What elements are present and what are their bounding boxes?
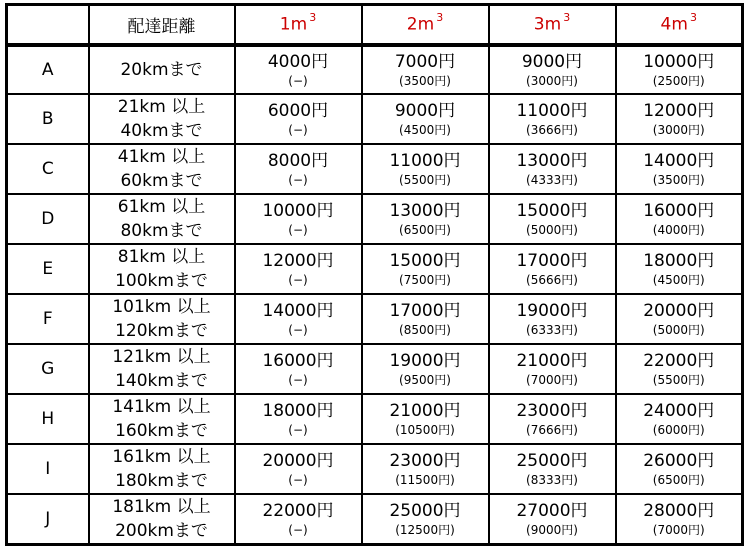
price-total: 23000円 xyxy=(389,450,461,471)
distance-line-2: 100kmまで xyxy=(115,270,208,291)
corner-cell xyxy=(7,5,89,45)
price-cell xyxy=(362,444,489,494)
price-total: 25000円 xyxy=(389,500,461,521)
price-total: 6000円 xyxy=(267,100,329,121)
price-per-unit: (6500円) xyxy=(652,472,705,487)
distance-line-1: 101km 以上 xyxy=(112,296,211,317)
table-row xyxy=(7,344,743,394)
price-per-unit: (5000円) xyxy=(652,322,705,337)
price-per-unit: (−) xyxy=(288,522,308,537)
distance-line-1: 61km 以上 xyxy=(117,196,206,217)
price-total: 18000円 xyxy=(643,250,715,271)
distance-line-1: 121km 以上 xyxy=(112,346,211,367)
price-cell xyxy=(616,394,743,444)
price-per-unit: (4000円) xyxy=(652,222,705,237)
price-cell xyxy=(235,144,362,194)
price-cell xyxy=(489,394,616,444)
price-per-unit: (8500円) xyxy=(399,322,451,337)
distance-cell xyxy=(89,45,235,94)
price-cell xyxy=(235,94,362,144)
price-cell xyxy=(362,45,489,94)
price-cell xyxy=(616,344,743,394)
rank-cell: E xyxy=(7,244,89,294)
price-per-unit: (7666円) xyxy=(526,422,578,437)
price-total: 24000円 xyxy=(643,400,715,421)
volume-header-3: 3m $^3$ xyxy=(489,5,616,45)
price-per-unit: (−) xyxy=(288,272,308,287)
price-per-unit: (3500円) xyxy=(652,172,705,187)
price-per-unit: (4500円) xyxy=(652,272,705,287)
price-cell xyxy=(235,394,362,444)
price-total: 19000円 xyxy=(516,300,588,321)
price-per-unit: (9000円) xyxy=(526,522,578,537)
price-cell xyxy=(489,294,616,344)
distance-line-2: 80kmまで xyxy=(120,220,203,241)
price-total: 10000円 xyxy=(643,51,715,72)
distance-line-2: 160kmまで xyxy=(115,420,208,441)
distance-line-2: 140kmまで xyxy=(115,370,208,391)
price-cell xyxy=(616,244,743,294)
price-per-unit: (3000円) xyxy=(526,73,578,88)
distance-line-1: 141km 以上 xyxy=(112,396,211,417)
price-per-unit: (7500円) xyxy=(399,272,451,287)
distance-cell xyxy=(89,194,235,244)
price-cell xyxy=(489,344,616,394)
price-per-unit: (2500円) xyxy=(652,73,705,88)
table-header-row xyxy=(7,5,743,45)
price-per-unit: (−) xyxy=(288,472,308,487)
distance-line-2: 40kmまで xyxy=(120,120,203,141)
price-per-unit: (−) xyxy=(288,322,308,337)
table-row xyxy=(7,294,743,344)
price-cell xyxy=(235,194,362,244)
distance-cell xyxy=(89,144,235,194)
rank-cell: F xyxy=(7,294,89,344)
distance-cell xyxy=(89,344,235,394)
rank-cell: G xyxy=(7,344,89,394)
volume-header-4: 4m $^3$ xyxy=(616,5,743,45)
price-total: 9000円 xyxy=(521,51,583,72)
price-cell xyxy=(362,494,489,545)
price-per-unit: (−) xyxy=(288,372,308,387)
price-cell xyxy=(489,144,616,194)
price-per-unit: (−) xyxy=(288,422,308,437)
distance-cell xyxy=(89,244,235,294)
price-cell xyxy=(616,45,743,94)
distance-line-2: 180kmまで xyxy=(115,470,208,491)
price-cell xyxy=(235,494,362,545)
price-total: 14000円 xyxy=(643,150,715,171)
price-per-unit: (−) xyxy=(288,222,308,237)
price-cell xyxy=(616,444,743,494)
price-total: 20000円 xyxy=(643,300,715,321)
price-per-unit: (3500円) xyxy=(399,73,451,88)
distance-line-2: 120kmまで xyxy=(115,320,208,341)
price-total: 15000円 xyxy=(389,250,461,271)
table-row xyxy=(7,194,743,244)
price-per-unit: (5000円) xyxy=(526,222,578,237)
price-cell xyxy=(235,244,362,294)
price-total: 21000円 xyxy=(516,350,588,371)
price-total: 13000円 xyxy=(389,200,461,221)
price-per-unit: (11500円) xyxy=(395,472,455,487)
price-total: 4000円 xyxy=(267,51,329,72)
table-row xyxy=(7,144,743,194)
price-cell xyxy=(616,94,743,144)
price-total: 8000円 xyxy=(267,150,329,171)
price-per-unit: (4333円) xyxy=(526,172,578,187)
price-per-unit: (3000円) xyxy=(652,122,705,137)
price-cell xyxy=(616,144,743,194)
price-total: 10000円 xyxy=(262,200,334,221)
price-cell xyxy=(235,344,362,394)
price-per-unit: (4500円) xyxy=(399,122,451,137)
price-per-unit: (5666円) xyxy=(526,272,578,287)
price-total: 22000円 xyxy=(643,350,715,371)
distance-cell xyxy=(89,444,235,494)
price-total: 20000円 xyxy=(262,450,334,471)
distance-line-1: 181km 以上 xyxy=(112,496,211,517)
price-cell xyxy=(489,94,616,144)
price-cell xyxy=(616,494,743,545)
distance-line-2: 60kmまで xyxy=(120,170,203,191)
table-row xyxy=(7,394,743,444)
price-per-unit: (3666円) xyxy=(526,122,578,137)
price-total: 22000円 xyxy=(262,500,334,521)
price-cell xyxy=(235,45,362,94)
price-cell xyxy=(235,444,362,494)
distance-cell xyxy=(89,494,235,545)
rank-cell: C xyxy=(7,144,89,194)
distance-cell xyxy=(89,94,235,144)
table-row xyxy=(7,444,743,494)
price-total: 17000円 xyxy=(389,300,461,321)
rank-cell: J xyxy=(7,494,89,545)
price-per-unit: (8333円) xyxy=(526,472,578,487)
price-total: 17000円 xyxy=(516,250,588,271)
price-cell xyxy=(362,294,489,344)
price-total: 15000円 xyxy=(516,200,588,221)
price-total: 12000円 xyxy=(643,100,715,121)
volume-header-2: 2m $^3$ xyxy=(362,5,489,45)
price-table-container xyxy=(5,3,744,546)
price-cell xyxy=(616,294,743,344)
price-total: 12000円 xyxy=(262,250,334,271)
price-cell xyxy=(235,294,362,344)
table-row xyxy=(7,494,743,545)
price-cell xyxy=(362,344,489,394)
price-total: 21000円 xyxy=(389,400,461,421)
distance-line-1: 81km 以上 xyxy=(117,246,206,267)
distance-line-2: 200kmまで xyxy=(115,520,208,541)
price-per-unit: (10500円) xyxy=(395,422,455,437)
delivery-price-table xyxy=(5,3,744,546)
price-cell xyxy=(362,94,489,144)
price-total: 14000円 xyxy=(262,300,334,321)
price-total: 28000円 xyxy=(643,500,715,521)
table-row xyxy=(7,244,743,294)
price-per-unit: (−) xyxy=(288,73,308,88)
price-total: 26000円 xyxy=(643,450,715,471)
price-total: 16000円 xyxy=(643,200,715,221)
rank-cell: A xyxy=(7,45,89,94)
price-cell xyxy=(362,144,489,194)
volume-header-1: 1m $^3$ xyxy=(235,5,362,45)
price-per-unit: (−) xyxy=(288,172,308,187)
table-row xyxy=(7,94,743,144)
price-cell xyxy=(362,194,489,244)
rank-cell: B xyxy=(7,94,89,144)
distance-line-1: 20kmまで xyxy=(120,59,203,80)
price-cell xyxy=(489,45,616,94)
distance-cell xyxy=(89,294,235,344)
table-row xyxy=(7,45,743,94)
price-cell xyxy=(489,494,616,545)
price-per-unit: (9500円) xyxy=(399,372,451,387)
price-per-unit: (7000円) xyxy=(652,522,705,537)
price-total: 19000円 xyxy=(389,350,461,371)
price-per-unit: (12500円) xyxy=(395,522,455,537)
price-per-unit: (6333円) xyxy=(526,322,578,337)
price-cell xyxy=(362,244,489,294)
price-total: 23000円 xyxy=(516,400,588,421)
price-per-unit: (−) xyxy=(288,122,308,137)
price-total: 11000円 xyxy=(516,100,588,121)
price-total: 18000円 xyxy=(262,400,334,421)
price-per-unit: (7000円) xyxy=(526,372,578,387)
price-cell xyxy=(489,244,616,294)
price-cell xyxy=(489,444,616,494)
price-per-unit: (6500円) xyxy=(399,222,451,237)
price-total: 9000円 xyxy=(394,100,456,121)
price-cell xyxy=(362,394,489,444)
price-per-unit: (5500円) xyxy=(399,172,451,187)
price-cell xyxy=(489,194,616,244)
distance-cell xyxy=(89,394,235,444)
price-total: 11000円 xyxy=(389,150,461,171)
price-total: 16000円 xyxy=(262,350,334,371)
price-cell xyxy=(616,194,743,244)
price-per-unit: (6000円) xyxy=(652,422,705,437)
rank-cell: D xyxy=(7,194,89,244)
distance-line-1: 21km 以上 xyxy=(117,96,206,117)
price-total: 13000円 xyxy=(516,150,588,171)
distance-line-1: 41km 以上 xyxy=(117,146,206,167)
price-per-unit: (5500円) xyxy=(652,372,705,387)
rank-cell: I xyxy=(7,444,89,494)
distance-line-1: 161km 以上 xyxy=(112,446,211,467)
price-total: 25000円 xyxy=(516,450,588,471)
price-total: 7000円 xyxy=(394,51,456,72)
price-total: 27000円 xyxy=(516,500,588,521)
rank-cell: H xyxy=(7,394,89,444)
distance-header: 配達距離 xyxy=(89,5,235,45)
